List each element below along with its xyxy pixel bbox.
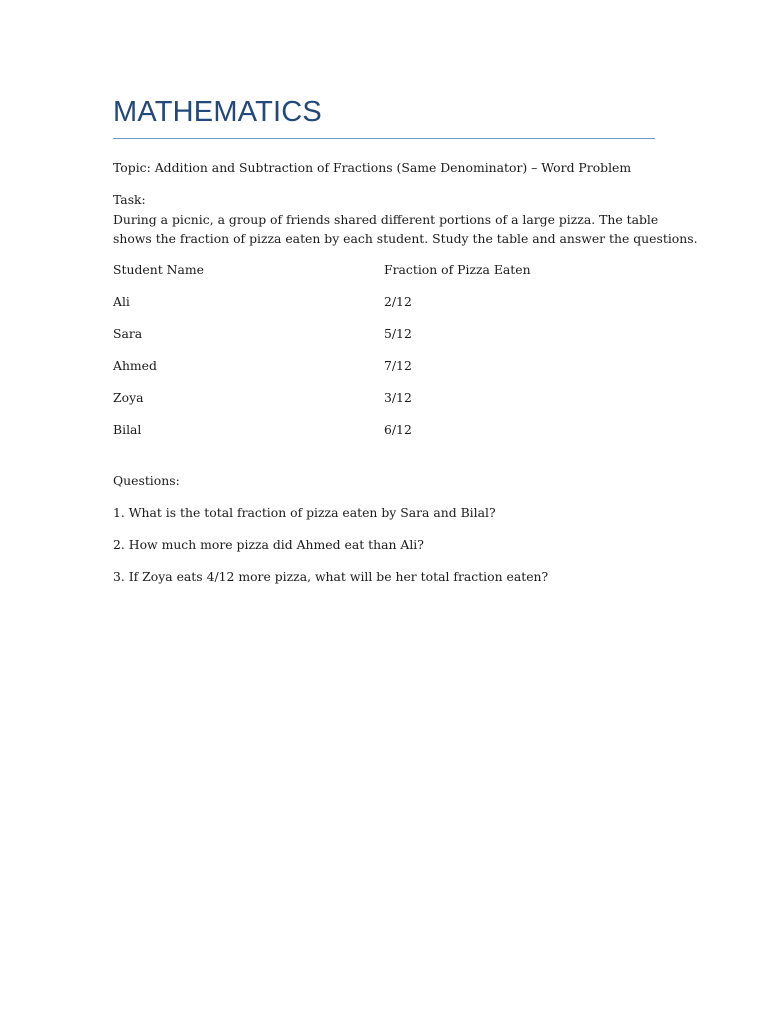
- fraction-cell: 6/12: [384, 422, 412, 437]
- task-description: [113, 210, 698, 248]
- title-divider: [113, 138, 655, 139]
- fraction-cell: 2/12: [384, 294, 412, 309]
- student-name-cell: Bilal: [113, 422, 142, 437]
- question-2: 2. How much more pizza did Ahmed eat than Ali?: [113, 537, 424, 552]
- fraction-cell: 3/12: [384, 390, 412, 405]
- question-3: 3. If Zoya eats 4/12 more pizza, what will be her total fraction eaten?: [113, 569, 549, 584]
- pizza-table: [113, 260, 655, 452]
- table-row: [113, 356, 655, 388]
- questions-label: Questions:: [113, 473, 180, 488]
- fraction-cell: 5/12: [384, 326, 412, 341]
- task-description-line-1: During a picnic, a group of friends shared different portions of a large pizza. The table: [113, 212, 659, 227]
- student-name-cell: Sara: [113, 326, 143, 341]
- question-1: 1. What is the total fraction of pizza eaten by Sara and Bilal?: [113, 505, 496, 520]
- table-header-row: [113, 260, 655, 292]
- table-row: [113, 292, 655, 324]
- topic-text: Topic: Addition and Subtraction of Fractions (Same Denominator) – Word Problem: [113, 160, 632, 175]
- header-fraction: Fraction of Pizza Eaten: [384, 262, 531, 277]
- table-row: [113, 420, 655, 452]
- task-label: Task:: [113, 192, 146, 207]
- task-description-line-2: shows the fraction of pizza eaten by each student. Study the table and answer the questions.: [113, 231, 698, 246]
- table-row: [113, 324, 655, 356]
- student-name-cell: Ali: [113, 294, 130, 309]
- page-title: MATHEMATICS: [113, 96, 322, 128]
- table-row: [113, 388, 655, 420]
- student-name-cell: Zoya: [113, 390, 144, 405]
- fraction-cell: 7/12: [384, 358, 412, 373]
- student-name-cell: Ahmed: [113, 358, 157, 373]
- header-student-name: Student Name: [113, 262, 204, 277]
